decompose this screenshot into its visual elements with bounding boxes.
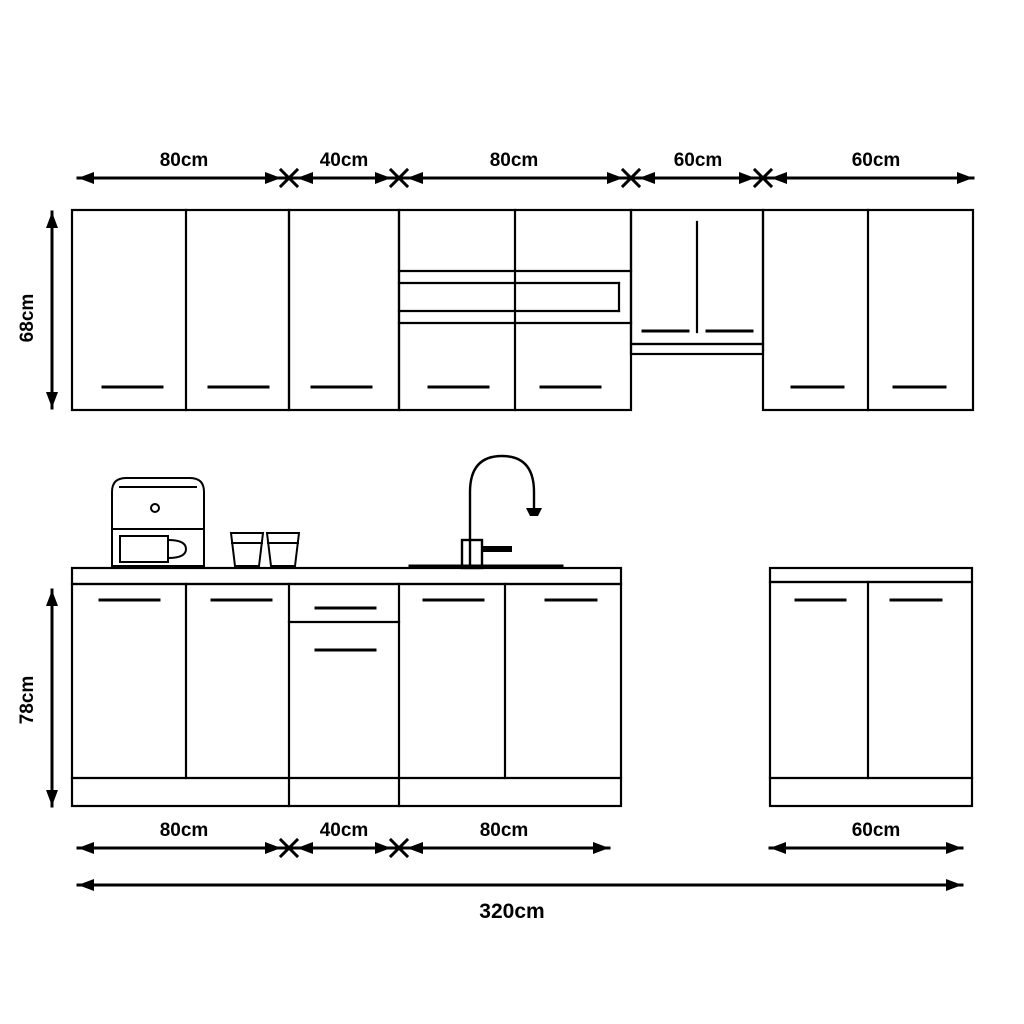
lower-height-dimension (46, 590, 58, 806)
lower-right-dimension (770, 842, 962, 854)
power-indicator (151, 504, 159, 512)
upper-cabinet-40 (289, 210, 399, 410)
dim-label-total-width: 320cm (479, 900, 545, 923)
upper-open-shelf-60 (631, 210, 763, 354)
cup-right (267, 533, 299, 566)
dim-label-upper-80-a: 80cm (159, 150, 209, 171)
upper-cabinet-80-left (72, 210, 289, 410)
cup-left (231, 533, 263, 566)
upper-cabinet-60-right (763, 210, 973, 410)
dim-label-lower-80-a: 80cm (159, 820, 209, 841)
total-width-dimension (78, 879, 962, 891)
lower-drawer-unit-40 (289, 608, 399, 650)
lower-counter-top (72, 568, 621, 584)
arrow-head-left (78, 172, 94, 184)
upper-cabinet-80-middle (399, 210, 631, 410)
dim-label-upper-80-b: 80cm (489, 150, 539, 171)
lower-cabinet-block-main (72, 584, 621, 806)
side-counter-top (770, 568, 972, 582)
coffee-pot-handle (168, 540, 186, 558)
dim-label-lower-height: 78cm (17, 675, 38, 725)
coffee-pot-body (120, 536, 168, 562)
dim-label-upper-40: 40cm (319, 150, 369, 171)
faucet-lever (482, 546, 512, 552)
dim-label-upper-60-a: 60cm (673, 150, 723, 171)
faucet (462, 456, 542, 568)
shelf-bottom-board (631, 344, 763, 354)
two-cups (231, 533, 299, 566)
dim-label-lower-60: 60cm (851, 820, 901, 841)
lower-cabinet-60-right (770, 568, 972, 806)
coffee-maker-appliance (112, 478, 204, 566)
faucet-spout (526, 508, 542, 516)
arrow-head-right (957, 172, 973, 184)
dim-label-lower-80-b: 80cm (479, 820, 529, 841)
dim-label-upper-height: 68cm (17, 293, 38, 343)
lower-dimension-row (78, 840, 609, 856)
upper-height-dimension (46, 212, 58, 408)
faucet-base (462, 540, 482, 568)
upper-dimension-row (78, 170, 973, 186)
dim-label-upper-60-b: 60cm (851, 150, 901, 171)
dim-label-lower-40: 40cm (319, 820, 369, 841)
